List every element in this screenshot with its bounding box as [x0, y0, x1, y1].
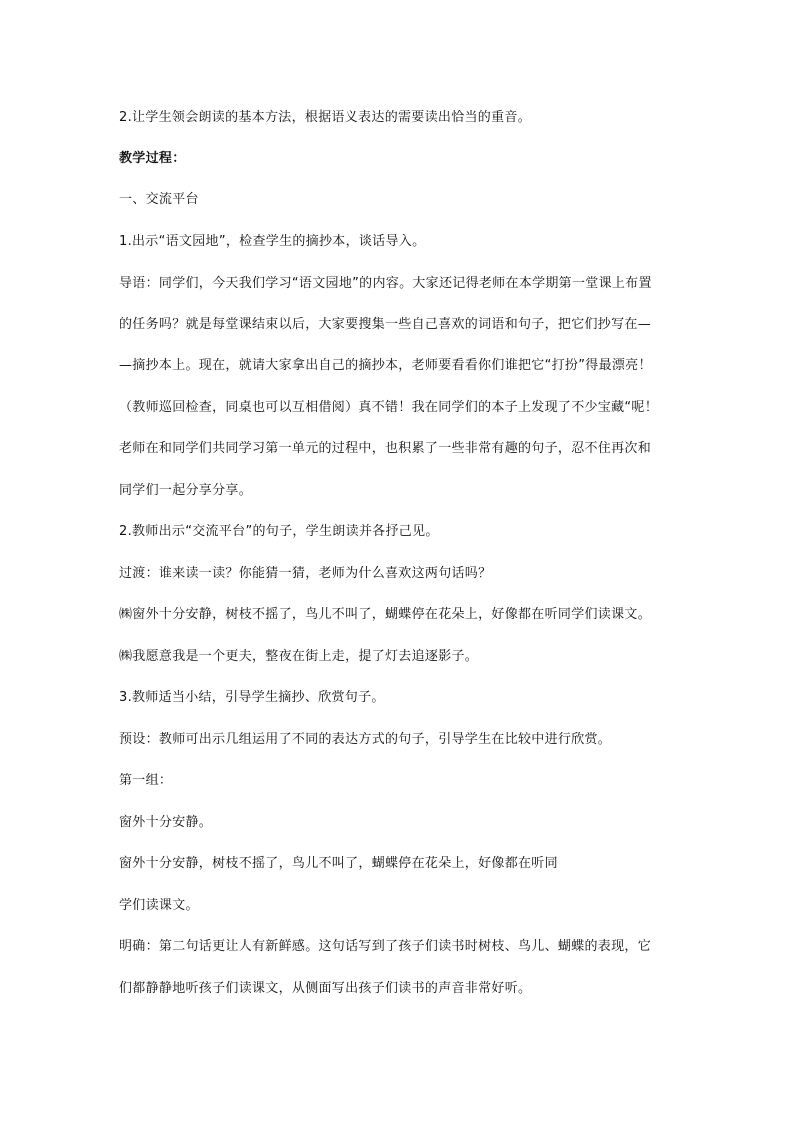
objective-2: 2.让学生领会朗读的基本方法，根据语义表达的需要读出恰当的重音。 — [119, 110, 532, 125]
clarification-line-2: 们都静静地听孩子们读课文，从侧面写出孩子们读书的声音非常好听。 — [119, 981, 532, 996]
group-1-sentence-a: 窗外十分安静。 — [119, 815, 213, 830]
transition: 过渡：谁来读一读？你能猜一猜，老师为什么喜欢这两句话吗？ — [119, 566, 492, 581]
section-heading-teaching-process: 教学过程： — [119, 151, 186, 166]
intro-paragraph-line-4: （教师巡回检查，同桌也可以互相借阅）真不错！我在同学们的本子上发现了不少宝藏“呢！ — [119, 400, 659, 415]
example-sentence-2: ㈱我愿意我是一个更夫，整夜在街上走，提了灯去追逐影子。 — [119, 649, 479, 664]
step-1: 1.出示“语文园地”，检查学生的摘抄本，谈话导入。 — [119, 234, 426, 249]
intro-paragraph-line-3: —摘抄本上。现在，就请大家拿出自己的摘抄本，老师要看看你们谁把它“打扮”得最漂亮！ — [119, 358, 652, 373]
clarification-line-1: 明确：第二句话更让人有新鲜感。这句话写到了孩子们读书时树枝、鸟儿、蝴蝶的表现，它 — [119, 939, 652, 954]
intro-paragraph-line-5: 老师在和同学们共同学习第一单元的过程中，也积累了一些非常有趣的句子，忍不住再次和 — [119, 441, 652, 456]
step-2: 2.教师出示“交流平台”的句子，学生朗读并各抒己见。 — [119, 524, 439, 539]
subheading-exchange-platform: 一、交流平台 — [119, 192, 199, 207]
group-1-sentence-b-line-2: 学们读课文。 — [119, 898, 199, 913]
intro-paragraph-line-2: 的任务吗？就是每堂课结束以后，大家要搜集一些自己喜欢的词语和句子，把它们抄写在— — [119, 317, 652, 332]
preset: 预设：教师可出示几组运用了不同的表达方式的句子，引导学生在比较中进行欣赏。 — [119, 732, 612, 747]
group-1-label: 第一组： — [119, 773, 173, 788]
example-sentence-1: ㈱窗外十分安静，树枝不摇了，鸟儿不叫了，蝴蝶停在花朵上，好像都在听同学们读课文。 — [119, 607, 652, 622]
intro-paragraph-line-6: 同学们一起分享分享。 — [119, 483, 253, 498]
step-3: 3.教师适当小结，引导学生摘抄、欣赏句子。 — [119, 690, 385, 705]
intro-paragraph-line-1: 导语：同学们，今天我们学习“语文园地”的内容。大家还记得老师在本学期第一堂课上布置 — [119, 276, 652, 291]
group-1-sentence-b-line-1: 窗外十分安静，树枝不摇了，鸟儿不叫了，蝴蝶停在花朵上，好像都在听同 — [119, 856, 558, 871]
